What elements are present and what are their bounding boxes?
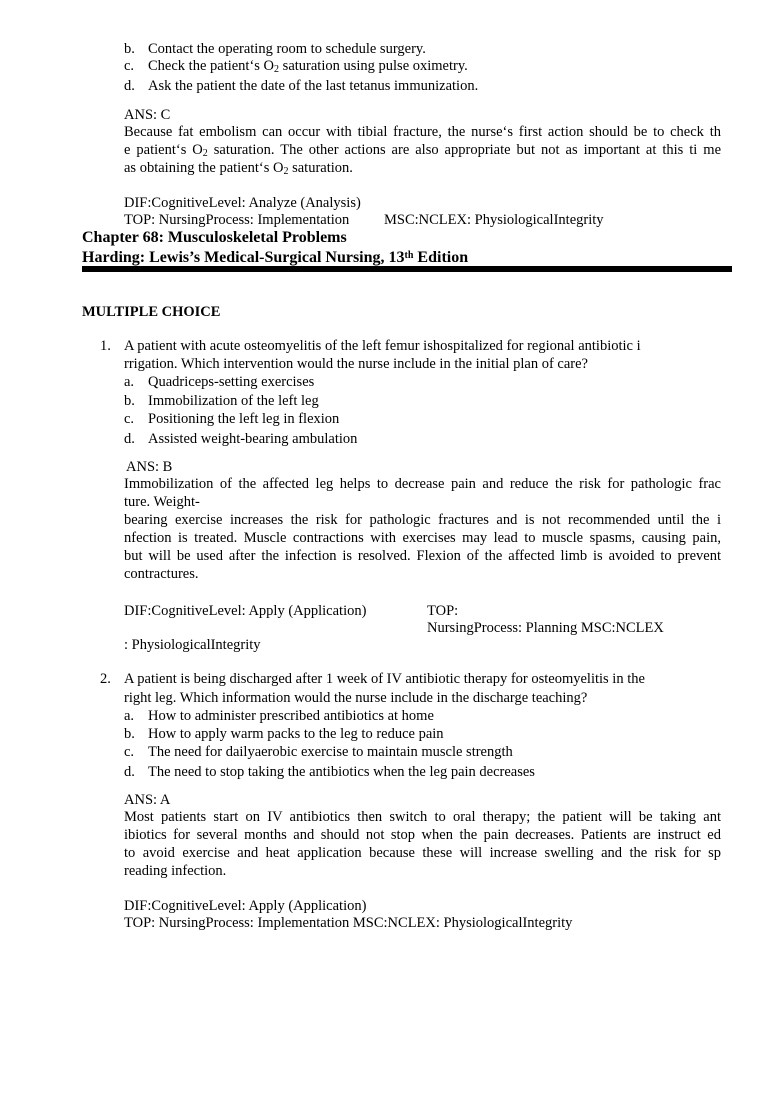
q1-number: 1. xyxy=(100,338,111,354)
q2-stem-line2: right leg. Which information would the nurse include in the discharge teaching? xyxy=(124,690,588,706)
q1-top-process: NursingProcess: Planning MSC:NCLEX xyxy=(427,620,664,636)
q1-stem-line2: rrigation. Which intervention would the nurse include in the initial plan of care? xyxy=(124,356,588,372)
q1-answer: ANS: B xyxy=(126,459,173,475)
q2-option-c: c. The need for dailyaerobic exercise to maintain muscle strength xyxy=(124,744,513,760)
q1-option-c: c. Positioning the left leg in flexion xyxy=(124,411,340,427)
prev-option-c: c. Check the patient‘s $O_2$ saturation using pulse oximetry. xyxy=(124,58,468,75)
q1-option-a: a. Quadriceps-setting exercises xyxy=(124,374,315,390)
book-title: Harding: Lewis’s Medical-Surgical Nursing, 13th Edition xyxy=(82,249,469,266)
q2-dif: DIF:CognitiveLevel: Apply (Application) xyxy=(124,898,367,914)
q2-option-d: d. The need to stop taking the antibiotics when the leg pain decreases xyxy=(124,764,535,780)
prev-answer: ANS: C xyxy=(124,107,171,123)
chapter-title: Chapter 68: Musculoskeletal Problems xyxy=(82,229,347,246)
q2-answer: ANS: A xyxy=(124,792,171,808)
q2-number: 2. xyxy=(100,671,111,687)
q2-option-a: a. How to administer prescribed antibiotics at home xyxy=(124,708,434,724)
prev-rationale: Because fat embolism can occur with tibial fracture, the nurse‘s first action should be to check th e patient‘s $O_2$ saturation. The other actions are also appropriate but not as important at this ti me as obtaining the patient‘s $O_2$ saturation. xyxy=(124,124,721,177)
q1-msc: : PhysiologicalIntegrity xyxy=(124,637,261,653)
prev-top: TOP: NursingProcess: Implementation xyxy=(124,212,350,228)
q1-rationale: Immobilization of the affected leg helps to decrease pain and reduce the risk for pathologic frac ture. Weight- bearing exercise increases the risk for pathologic fractures and is not recommended until the i nfection is treated. Muscle contractions with exercises may lead to muscle spasms, causing pain, but will be used after the infection is resolved. Flexion of the affected limb is avoided to prevent contractures. xyxy=(124,476,721,582)
q2-top-msc: TOP: NursingProcess: Implementation MSC:NCLEX: PhysiologicalIntegrity xyxy=(124,915,573,931)
q1-option-d: d. Assisted weight-bearing ambulation xyxy=(124,431,358,447)
q2-rationale: Most patients start on IV antibiotics then switch to oral therapy; the patient will be taking ant ibiotics for several months and should not stop when the pain decreases. Patients are instruct ed to avoid exercise and heat application because these will increase swelling and the risk for sp reading infection. xyxy=(124,809,721,879)
prev-dif: DIF:CognitiveLevel: Analyze (Analysis) xyxy=(124,195,361,211)
q2-stem-line1: A patient is being discharged after 1 week of IV antibiotic therapy for osteomyelitis in the xyxy=(124,671,645,687)
q1-stem-line1: A patient with acute osteomyelitis of the left femur ishospitalized for regional antibiotic i xyxy=(124,338,641,354)
prev-option-b: b. Contact the operating room to schedule surgery. xyxy=(124,41,426,57)
section-title: MULTIPLE CHOICE xyxy=(82,304,221,320)
q2-option-b: b. How to apply warm packs to the leg to reduce pain xyxy=(124,726,444,742)
prev-msc: MSC:NCLEX: PhysiologicalIntegrity xyxy=(384,212,604,228)
q1-top: TOP: xyxy=(427,603,459,619)
heading-rule xyxy=(82,266,732,272)
q1-option-b: b. Immobilization of the left leg xyxy=(124,393,319,409)
prev-option-d: d. Ask the patient the date of the last tetanus immunization. xyxy=(124,78,479,94)
q1-dif: DIF:CognitiveLevel: Apply (Application) xyxy=(124,603,367,619)
